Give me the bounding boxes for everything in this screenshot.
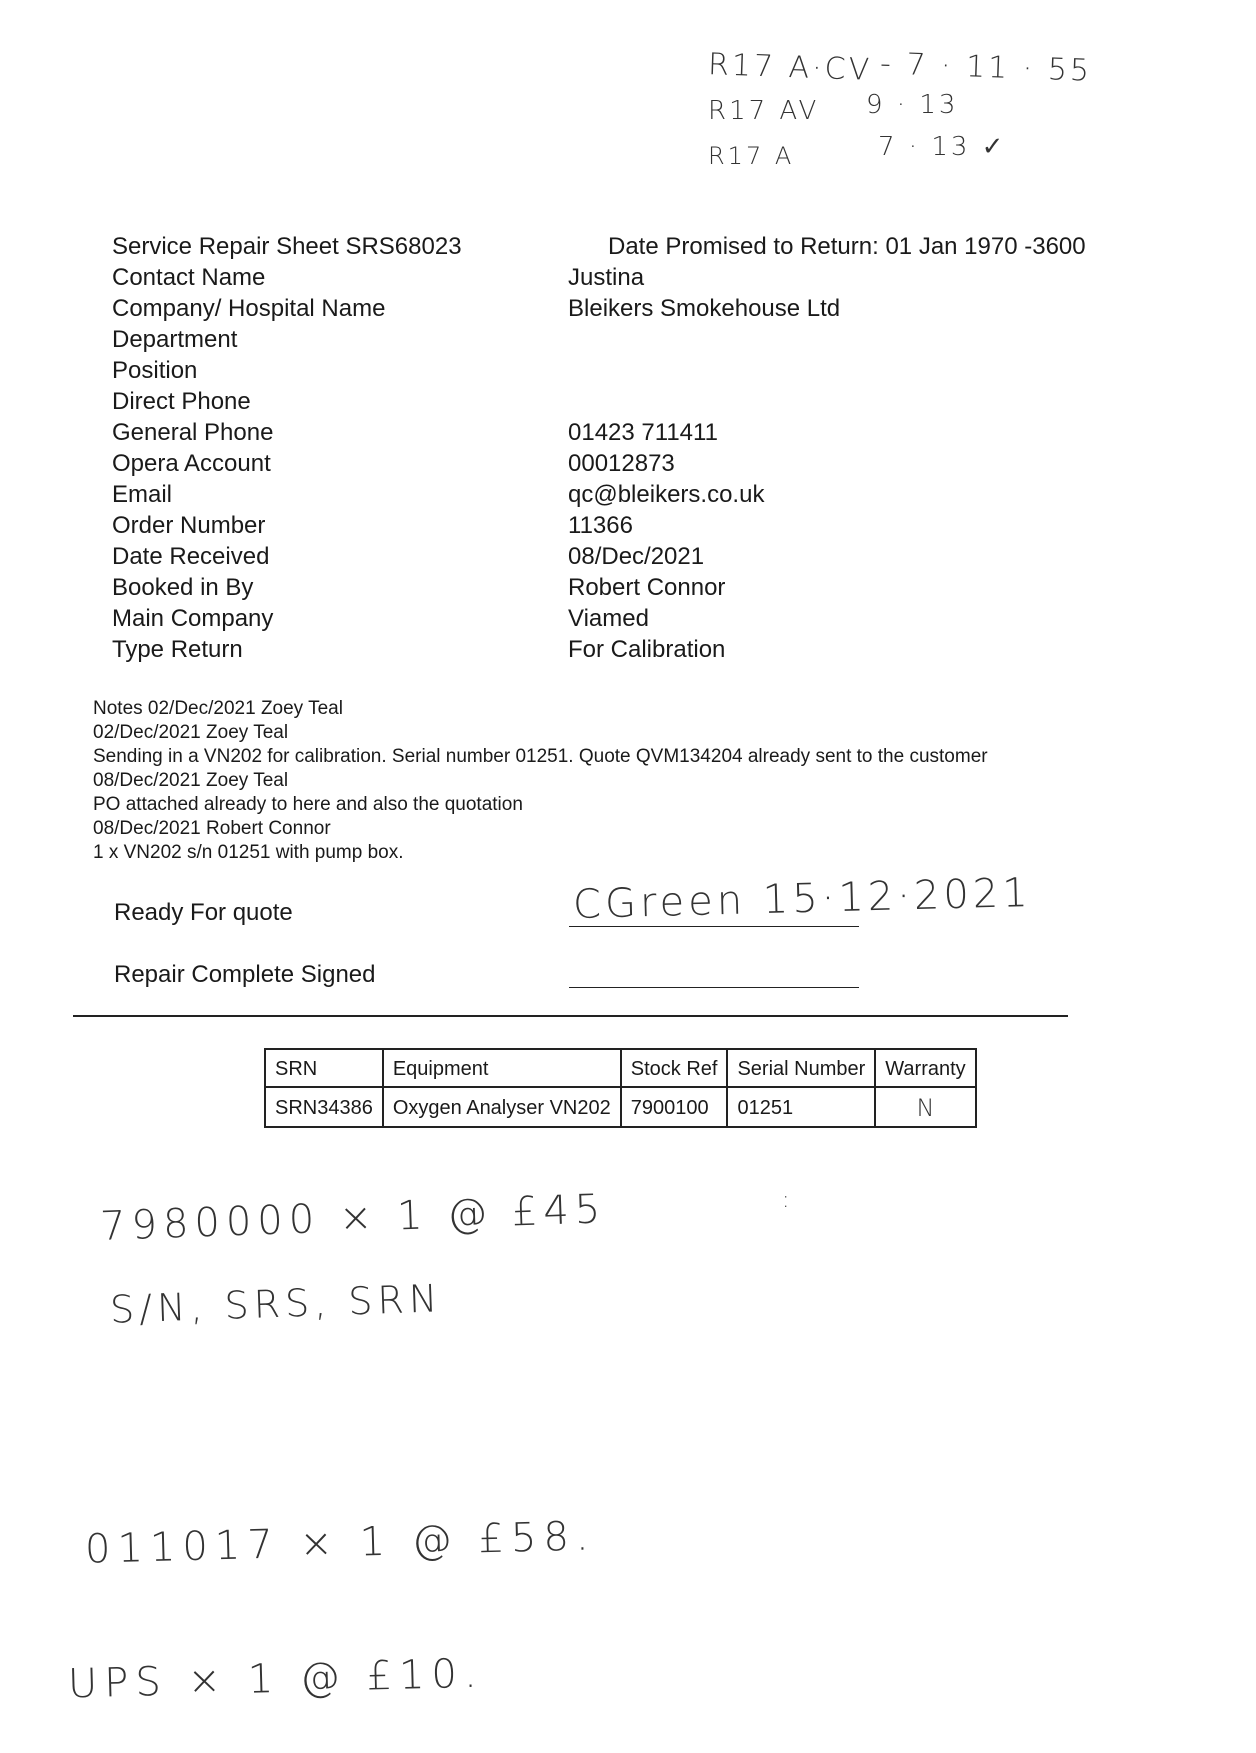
handwritten-code-3: R17 A (708, 142, 795, 170)
value-company: Bleikers Smokehouse Ltd (568, 295, 841, 322)
table-cell-srn: SRN34386 (265, 1087, 383, 1127)
table-cell-warranty: N (875, 1087, 975, 1127)
value-main-company: Viamed (568, 605, 649, 632)
ready-for-quote-signature: CGreen 15·12·2021 (572, 870, 1033, 928)
ready-for-quote-signature-line (569, 926, 859, 927)
label-type-return: Type Return (112, 636, 243, 663)
label-position: Position (112, 357, 198, 384)
table-header-cell: Serial Number (727, 1049, 875, 1087)
ready-for-quote-label: Ready For quote (114, 899, 293, 926)
repair-complete-label: Repair Complete Signed (114, 961, 376, 988)
date-promised: Date Promised to Return: 01 Jan 1970 -3600 (608, 233, 1086, 260)
equipment-table (264, 1048, 977, 1128)
section-divider (73, 1015, 1068, 1017)
value-date-received: 08/Dec/2021 (568, 543, 705, 570)
table-header-cell: Stock Ref (621, 1049, 728, 1087)
table-row (265, 1087, 976, 1127)
handwritten-note-line: UPS × 1 @ £10. (67, 1650, 485, 1708)
table-header-cell: Equipment (383, 1049, 621, 1087)
sheet-title: Service Repair Sheet SRS68023 (112, 233, 462, 260)
label-date-received: Date Received (112, 543, 270, 570)
handwritten-note-line: 7980000 × 1 @ £45 (99, 1186, 607, 1250)
label-main-company: Main Company (112, 605, 274, 632)
label-direct-phone: Direct Phone (112, 388, 251, 415)
handwritten-value-2: 9 · 13 (866, 90, 959, 120)
table-header-cell: Warranty (875, 1049, 975, 1087)
handwritten-code-2: R17 AV (708, 96, 820, 126)
notes-line: PO attached already to here and also the quotation (93, 794, 523, 815)
label-booked-in-by: Booked in By (112, 574, 254, 601)
value-booked-in-by: Robert Connor (568, 574, 726, 601)
notes-line: 1 x VN202 s/n 01251 with pump box. (93, 842, 404, 863)
table-header-row (265, 1049, 976, 1087)
label-general-phone: General Phone (112, 419, 274, 446)
notes-line: 02/Dec/2021 Zoey Teal (93, 722, 289, 743)
handwritten-code-1: R17 A·CV (707, 47, 873, 88)
notes-line: 08/Dec/2021 Robert Connor (93, 818, 331, 839)
label-contact-name: Contact Name (112, 264, 266, 291)
value-general-phone: 01423 711411 (568, 419, 718, 446)
table-header-cell: SRN (265, 1049, 383, 1087)
notes-block (93, 697, 988, 865)
label-company: Company/ Hospital Name (112, 295, 386, 322)
label-order-number: Order Number (112, 512, 266, 539)
value-email: qc@bleikers.co.uk (568, 481, 765, 508)
notes-line: Notes 02/Dec/2021 Zoey Teal (93, 698, 343, 719)
label-department: Department (112, 326, 238, 353)
notes-line: Sending in a VN202 for calibration. Serial number 01251. Quote QVM134204 already sent to the customer (93, 746, 988, 767)
label-opera-account: Opera Account (112, 450, 271, 477)
handwritten-note-line: 011017 × 1 @ £58. (84, 1513, 597, 1573)
table-cell-stock-ref: 7900100 (621, 1087, 728, 1127)
notes-line: 08/Dec/2021 Zoey Teal (93, 770, 289, 791)
value-type-return: For Calibration (568, 636, 726, 663)
value-order-number: 11366 (568, 512, 633, 539)
table-cell-equipment: Oxygen Analyser VN202 (383, 1087, 621, 1127)
handwritten-value-3: 7 · 13 ✓ (878, 132, 1007, 162)
repair-complete-signature-line (569, 987, 859, 988)
table-cell-serial-number: 01251 (727, 1087, 875, 1127)
value-opera-account: 00012873 (568, 450, 675, 477)
handwritten-note-line: S/N, SRS, SRN (109, 1276, 443, 1332)
label-email: Email (112, 481, 173, 508)
handwritten-colon-mark: : (782, 1188, 793, 1213)
value-contact-name: Justina (568, 264, 645, 291)
handwritten-value-1: - 7 · 11 · 55 (879, 46, 1093, 89)
